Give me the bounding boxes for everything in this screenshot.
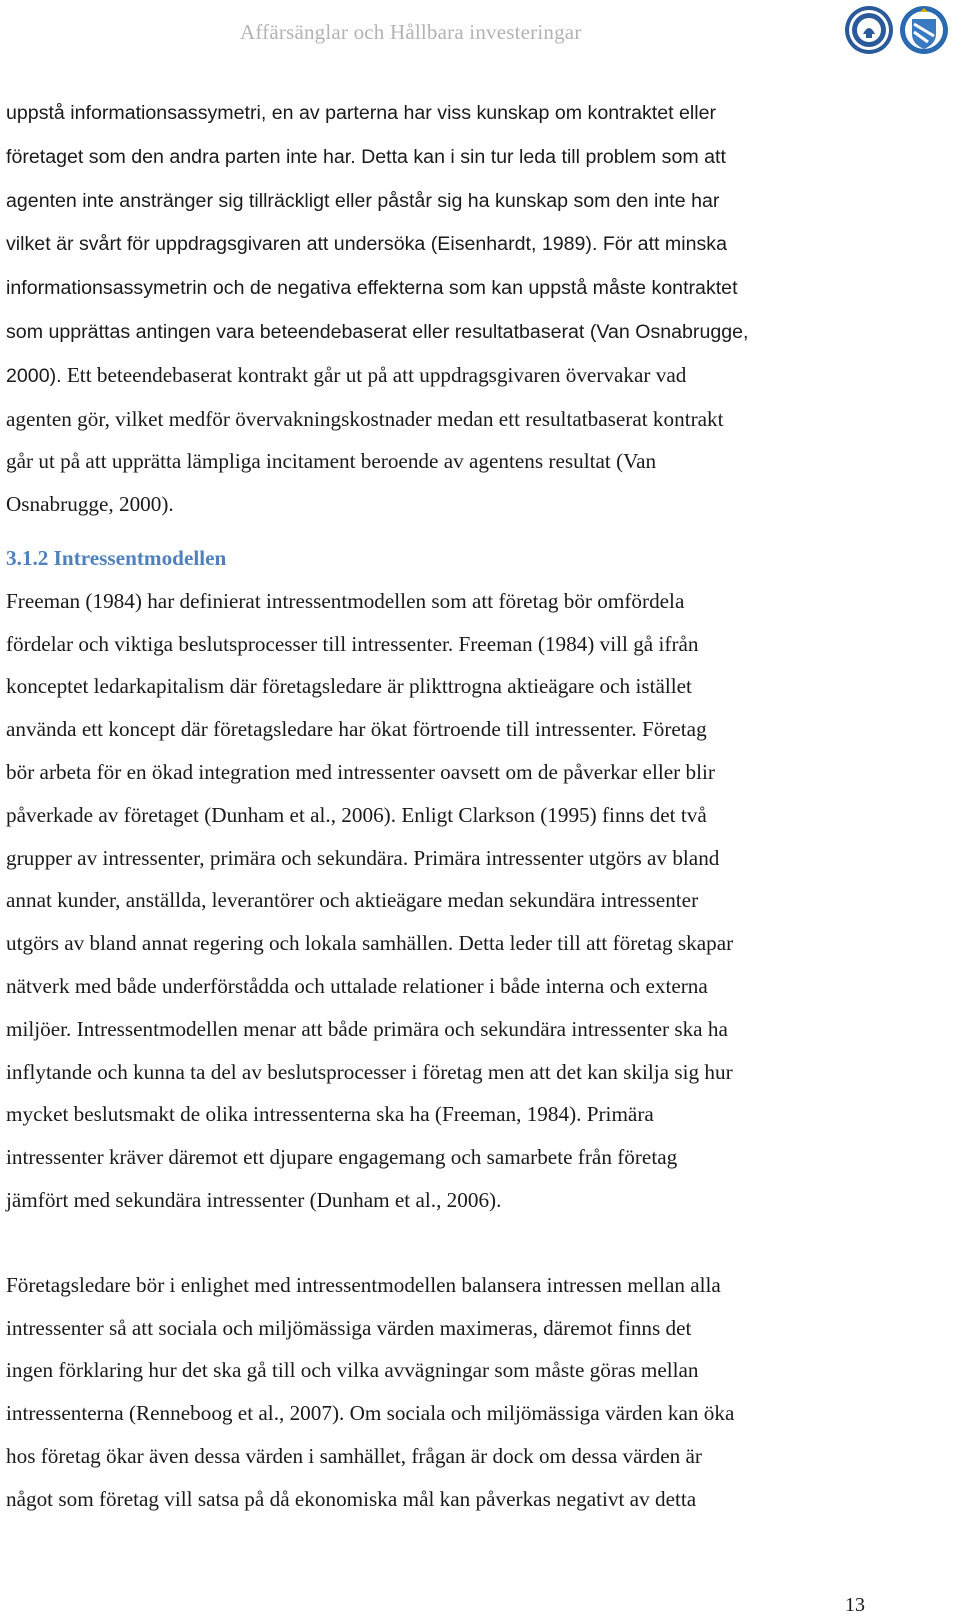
page-content: [6, 91, 870, 1521]
body-paragraph-3: Företagsledare bör i enlighet med intressentmodellen balansera intressen mellan alla intressenter så att sociala och miljömässiga värden maximeras, däremot finns det ingen förklaring hur det ska gå till och vilka avvägningar som måste göras mellan intressenterna (Renneboog et al., 2007). Om sociala och miljömässiga värden kan öka hos företag ökar även dessa värden i samhället, frågan är dock om dessa värden är något som företag vill satsa på då ekonomiska mål kan påverkas negativt av detta: [6, 1272, 735, 1511]
header-title: Affärsänglar och Hållbara investeringar: [240, 20, 582, 44]
university-seal-icon: [843, 4, 895, 56]
paragraph-1-serif-text: Ett beteendebaserat kontrakt går ut på att uppdragsgivaren övervakar vad agenten gör, vilket medför övervakningskostnader medan ett resultatbaserat kontrakt går ut på att upprätta lämpliga incitament beroende av agentens resultat (Van Osnabrugge, 2000).: [6, 362, 724, 517]
body-paragraph-1: [6, 91, 870, 526]
page-number: 13: [845, 1594, 865, 1616]
paragraph-1-sans-text: uppstå informationsassymetri, en av parterna har viss kunskap om kontraktet eller företaget som den andra parten inte har. Detta kan i sin tur leda till problem som att agenten inte anstränger sig tillräckligt eller påstår sig ha kunskap som den inte har vilket är svårt för uppdragsgivaren att undersöka (Eisenhardt, 1989). För att minska informationsassymetrin och de negativa effekterna som kan uppstå måste kontraktet som upprättas antingen vara beteendebaserat eller resultatbaserat (Van Osnabrugge, 2000).: [6, 102, 749, 387]
page-header: [0, 0, 960, 66]
university-emblem-icon: [898, 4, 950, 56]
section-heading: 3.1.2 Intressentmodellen: [6, 545, 227, 570]
body-paragraph-2: Freeman (1984) har definierat intressentmodellen som att företag bör omfördela fördelar och viktiga beslutsprocesser till intressenter. Freeman (1984) vill gå ifrån konceptet ledarkapitalism där företagsledare är plikttrogna aktieägare och istället använda ett koncept där företagsledare har ökat förtroende till intressenter. Företag bör arbeta för en ökad integration med intressenter oavsett om de påverkar eller blir påverkade av företaget (Dunham et al., 2006). Enligt Clarkson (1995) finns det två grupper av intressenter, primära och sekundära. Primära intressenter utgörs av bland annat kunder, anställda, leverantörer och aktieägare medan sekundära intressenter utgörs av bland annat regering och lokala samhällen. Detta leder till att företag skapar nätverk med både underförstådda och uttalade relationer i både interna och externa miljöer. Intressentmodellen menar att både primära och sekundära intressenter ska ha inflytande och kunna ta del av beslutsprocesser i företag men att det kan skilja sig hur mycket beslutsmakt de olika intressenterna ska ha (Freeman, 1984). Primära intressenter kräver däremot ett djupare engagemang och samarbete från företag jämfört med sekundära intressenter (Dunham et al., 2006).: [6, 588, 734, 1212]
paragraph-spacer: [6, 1222, 870, 1264]
